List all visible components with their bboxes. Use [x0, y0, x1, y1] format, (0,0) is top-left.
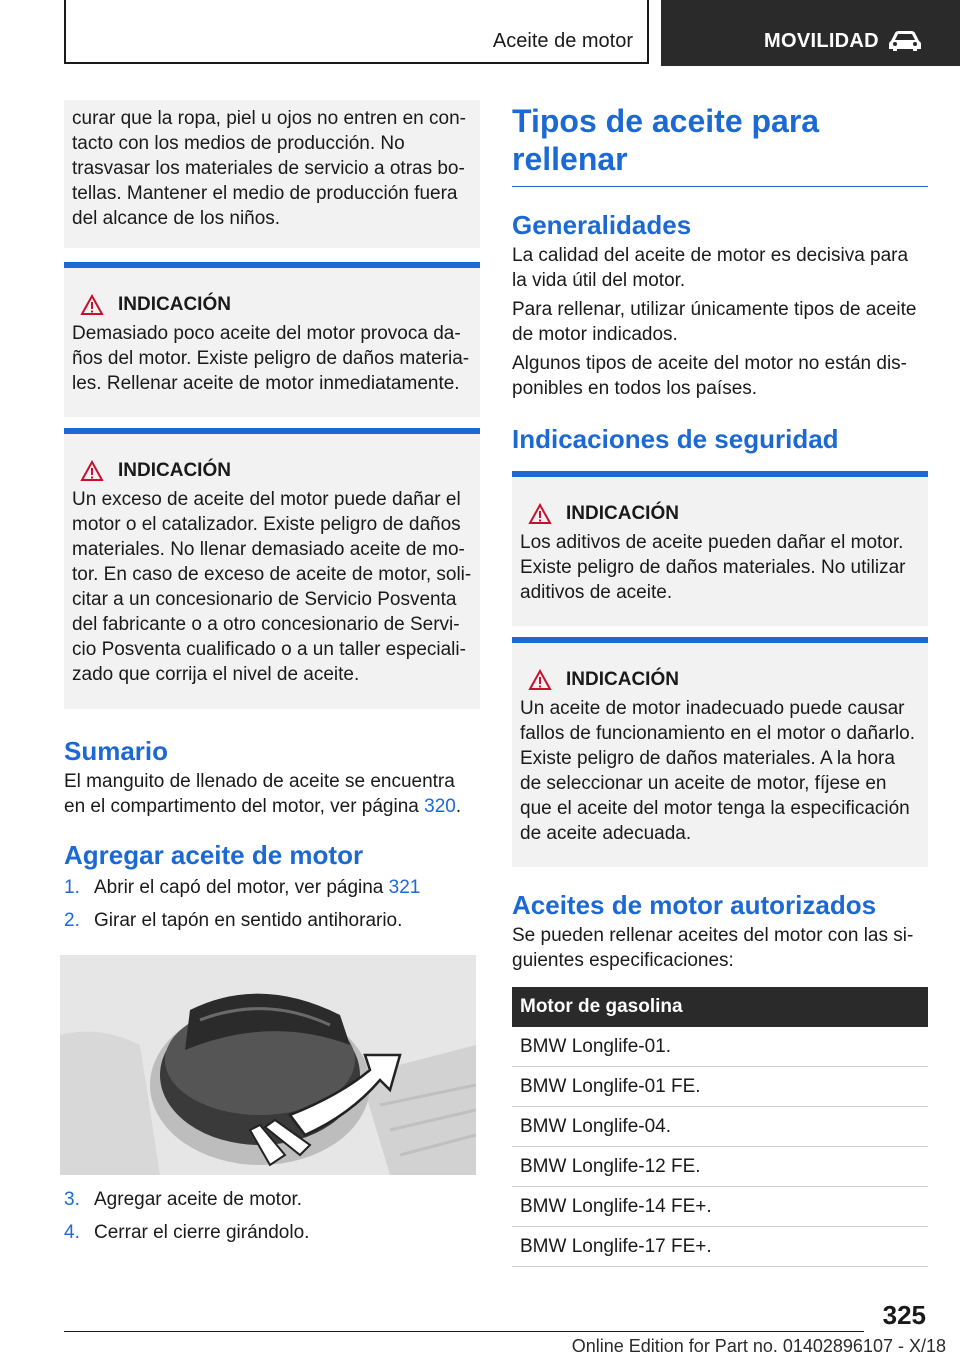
- table-cell: BMW Longlife-14 FE+.: [512, 1187, 928, 1227]
- section-heading-generalidades: Generalidades: [512, 210, 692, 240]
- paragraph: La calidad del aceite de motor es decisiva para la vida útil del motor.: [512, 245, 909, 291]
- car-icon: [887, 29, 923, 53]
- warning-box: [64, 262, 480, 417]
- list-item: [64, 1187, 480, 1212]
- warning-text: Los aditivos de aceite pueden dañar el motor. Existe peligro de daños materiales. No utilizar aditivos de aceite.: [520, 532, 906, 603]
- oil-cap-drawing: [60, 955, 476, 1175]
- warning-title: [72, 458, 472, 483]
- table-cell: BMW Longlife-17 FE+.: [512, 1227, 928, 1267]
- footer-rule: [64, 1331, 864, 1332]
- step-number: 4.: [64, 1222, 80, 1243]
- warning-title: [520, 667, 920, 692]
- table-row: [512, 1227, 928, 1267]
- sumario-text-end: .: [455, 796, 462, 817]
- footer-edition: Online Edition for Part no. 01402896107 - X/18: [571, 1336, 946, 1356]
- warning-text: Un aceite de motor inadecuado puede causar fallos de funcionamiento en el motor o dañarlo. Existe peligro de daños materiales. A la hora de seleccionar un aceite de motor, fíjese en que el aceite del motor tenga la especificación de aceite adecuada.: [520, 698, 916, 844]
- warning-box: [512, 637, 928, 867]
- page-header: [0, 0, 960, 66]
- step-number: 3.: [64, 1189, 80, 1210]
- table-cell: BMW Longlife-12 FE.: [512, 1147, 928, 1187]
- paragraph: Algunos tipos de aceite del motor no están dis-ponibles en todos los países.: [512, 353, 908, 399]
- step-number: 2.: [64, 910, 80, 931]
- table-header-row: [512, 987, 928, 1027]
- warning-box: [64, 428, 480, 709]
- chapter-title: Aceite de motor: [492, 30, 633, 52]
- table-header: Motor de gasolina: [512, 987, 928, 1027]
- page-link-321[interactable]: 321: [388, 877, 421, 898]
- steps-list: [64, 875, 480, 933]
- table-row: [512, 1067, 928, 1107]
- left-column: [64, 100, 480, 1253]
- warning-text: Un exceso de aceite del motor puede dañar el motor o el catalizador. Existe peligro de daños materiales. No llenar demasiado aceite de mo-tor. En caso de exceso de aceite de motor, soli-citar a un concesionario de Servicio Posventa del fabricante o a otro concesionario de Servi-cio Posventa cualificado o a un taller especiali-zado que corrija el nivel de aceite.: [72, 489, 472, 685]
- table-cell: BMW Longlife-01.: [512, 1027, 928, 1067]
- paragraph: Se pueden rellenar aceites del motor con las si-guientes especificaciones:: [512, 925, 914, 971]
- warning-triangle-icon: [528, 503, 552, 525]
- warning-triangle-icon: [80, 294, 104, 316]
- note-box-continued: [64, 100, 480, 248]
- list-item: [64, 875, 480, 900]
- note-text: curar que la ropa, piel u ojos no entren en con-tacto con los medios de producción. No trasvasar los materiales de servicio a otras bo-tellas. Mantener el medio de producción fuera del alcance de los niños.: [72, 108, 466, 229]
- paragraph: Para rellenar, utilizar únicamente tipos de aceite de motor indicados.: [512, 299, 917, 345]
- section-heading-seguridad: Indicaciones de seguridad: [512, 424, 839, 454]
- step-text: Cerrar el cierre girándolo.: [94, 1222, 310, 1243]
- table-row: [512, 1107, 928, 1147]
- oil-spec-table: [512, 987, 928, 1267]
- header-section-block: [661, 0, 960, 66]
- warning-title-text: INDICACIÓN: [566, 503, 679, 524]
- sumario-text-body: El manguito de llenado de aceite se encuentra en el compartimento del motor, ver página: [64, 771, 455, 817]
- warning-title-text: INDICACIÓN: [118, 460, 231, 481]
- section-title: MOVILIDAD: [764, 30, 879, 52]
- page-heading: Tipos de aceite para rellenar: [512, 103, 820, 177]
- warning-title-text: INDICACIÓN: [118, 294, 231, 315]
- warning-text: Demasiado poco aceite del motor provoca da-ños del motor. Existe peligro de daños materia-les. Rellenar aceite de motor inmediatamente.: [72, 323, 470, 394]
- table-row: [512, 1187, 928, 1227]
- warning-triangle-icon: [528, 669, 552, 691]
- step-number: 1.: [64, 877, 80, 898]
- list-item: [64, 908, 480, 933]
- table-row: [512, 1147, 928, 1187]
- list-item: [64, 1220, 480, 1245]
- step-text: Abrir el capó del motor, ver página: [94, 877, 389, 898]
- table-row: [512, 1027, 928, 1067]
- table-cell: BMW Longlife-01 FE.: [512, 1067, 928, 1107]
- step-text: Girar el tapón en sentido antihorario.: [94, 910, 403, 931]
- oil-cap-illustration: [60, 955, 476, 1175]
- warning-title: [72, 292, 472, 317]
- page-number: 325: [882, 1300, 926, 1330]
- page-link-320[interactable]: 320: [424, 796, 456, 817]
- section-heading-sumario: Sumario: [64, 736, 169, 766]
- right-column: [512, 100, 928, 1267]
- sumario-text: [64, 769, 480, 819]
- table-cell: BMW Longlife-04.: [512, 1107, 928, 1147]
- step-text: Agregar aceite de motor.: [94, 1189, 303, 1210]
- warning-box: [512, 471, 928, 626]
- section-heading-autorizados: Aceites de motor autorizados: [512, 890, 877, 920]
- section-heading-agregar: Agregar aceite de motor: [64, 840, 364, 870]
- warning-title: [520, 501, 920, 526]
- warning-title-text: INDICACIÓN: [566, 669, 679, 690]
- warning-triangle-icon: [80, 460, 104, 482]
- header-title-block: [64, 0, 649, 64]
- steps-list: [64, 1187, 480, 1245]
